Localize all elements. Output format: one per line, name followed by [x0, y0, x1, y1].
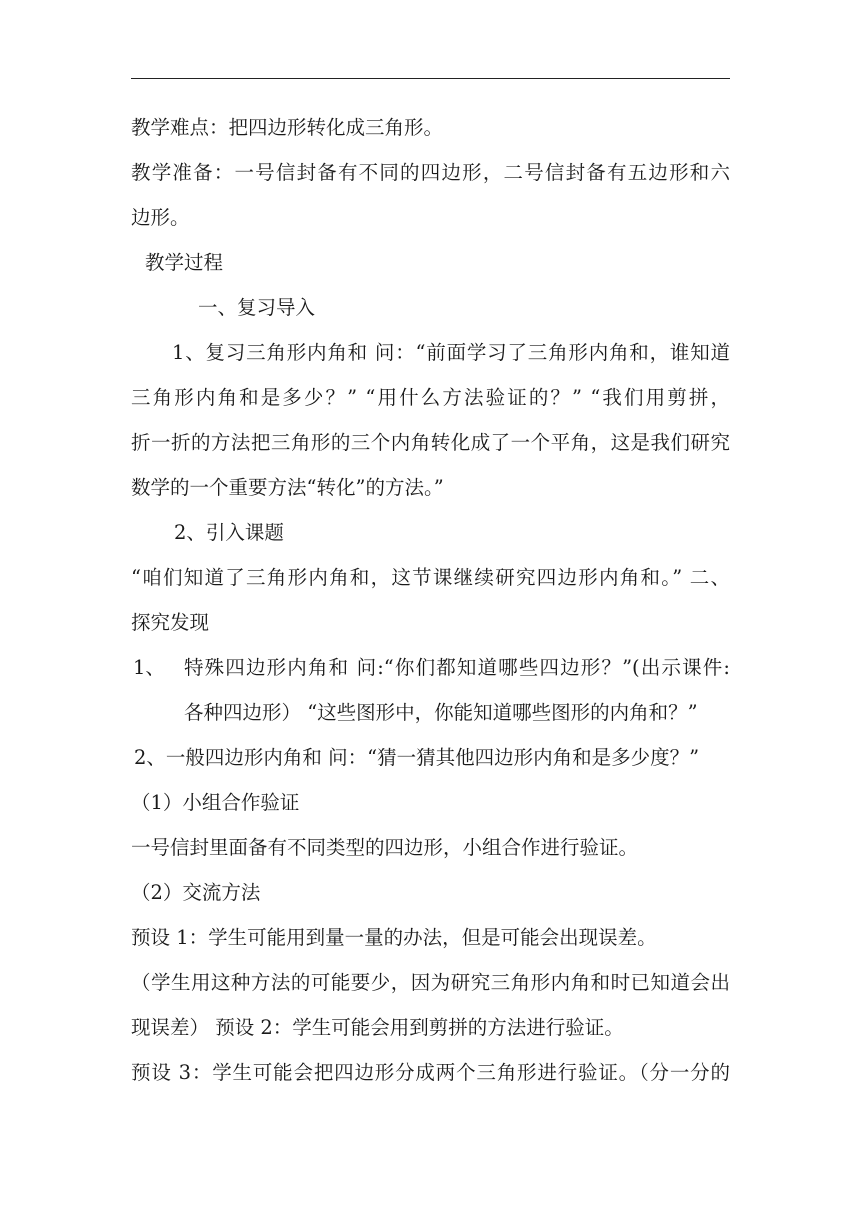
section-heading-review: 一、复习导入 — [198, 296, 316, 319]
subheading-introduce-topic: 2、引入课题 — [174, 521, 284, 544]
text-line: 1、复习三角形内角和 问：“前面学习了三角形内角和，谁知道 — [172, 341, 730, 364]
list-number: 1、 — [133, 656, 165, 679]
text-line: （学生用这种方法的可能要少，因为研究三角形内角和时已知道会出 — [131, 971, 730, 994]
text-line: 边形。 — [131, 206, 190, 229]
text-line: 预设 1：学生可能用到量一量的办法，但是可能会出现误差。 — [131, 926, 657, 949]
subheading-exchange-methods: （2）交流方法 — [131, 881, 261, 904]
text-line-teaching-difficulty: 教学难点：把四边形转化成三角形。 — [131, 116, 444, 139]
text-line: 预设 3：学生可能会把四边形分成两个三角形进行验证。（分一分的 — [131, 1061, 730, 1084]
text-line-teaching-preparation: 教学准备：一号信封备有不同的四边形，二号信封备有五边形和六 — [131, 161, 730, 184]
text-line: 一号信封里面备有不同类型的四边形，小组合作进行验证。 — [131, 836, 639, 859]
list-item-text: 特殊四边形内角和 问:“你们都知道哪些四边形？”(出示课件: — [184, 656, 730, 679]
text-line: 现误差） 预设 2：学生可能会用到剪拼的方法进行验证。 — [131, 1016, 624, 1039]
section-heading-teaching-process: 教学过程 — [145, 251, 224, 274]
list-item-text-continued: 各种四边形） “这些图形中，你能知道哪些图形的内角和？” — [184, 701, 698, 724]
section-heading-explore: 探究发现 — [131, 611, 210, 634]
list-item-text: 2、一般四边形内角和 问：“猜一猜其他四边形内角和是多少度？” — [134, 746, 700, 769]
subheading-group-verify: （1）小组合作验证 — [131, 791, 300, 814]
text-line: 折一折的方法把三角形的三个内角转化成了一个平角，这是我们研究 — [131, 431, 730, 454]
header-rule — [131, 78, 730, 79]
text-line: 数学的一个重要方法“转化”的方法。” — [131, 476, 444, 499]
text-line: 三角形内角和是多少？” “用什么方法验证的？” “我们用剪拼， — [131, 386, 730, 409]
text-line: “咱们知道了三角形内角和，这节课继续研究四边形内角和。” 二、 — [131, 566, 730, 589]
